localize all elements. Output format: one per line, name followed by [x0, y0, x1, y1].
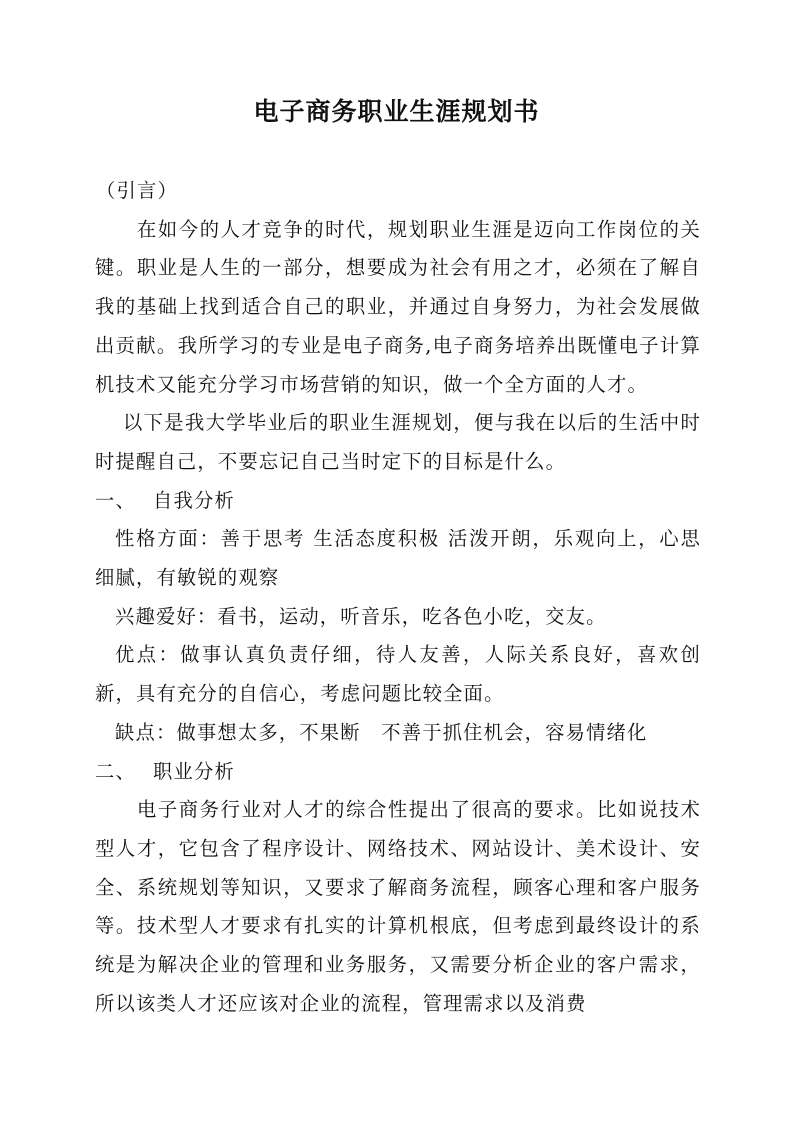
- document-title: 电子商务职业生涯规划书: [253, 97, 540, 126]
- personality-paragraph: 性格方面：善于思考 生活态度积极 活泼开朗，乐观向上，心思细腻，有敏锐的观察: [95, 527, 701, 590]
- document-body: [95, 172, 701, 1023]
- weaknesses-paragraph: 缺点：做事想太多，不果断 不善于抓住机会，容易情绪化: [115, 720, 648, 744]
- section-1-title: 自我分析: [153, 488, 235, 512]
- strengths-paragraph: 优点：做事认真负责仔细，待人友善，人际关系良好，喜欢创新，具有充分的自信心，考虑问题比较全面。: [95, 643, 701, 706]
- section-2-heading: [95, 753, 701, 792]
- section-2-number: 二、: [95, 759, 136, 783]
- career-analysis-paragraph: 电子商务行业对人才的综合性提出了很高的要求。比如说技术型人才，它包含了程序设计、网络技术、网站设计、美术设计、安全、系统规划等知识，又要求了解商务流程，顾客心理和客户服务等。技术型人才要求有扎实的计算机根底，但考虑到最终设计的系统是为解决企业的管理和业务服务，又需要分析企业的客户需求，所以该类人才还应该对企业的流程，管理需求以及消费: [95, 798, 701, 1015]
- section-2-title: 职业分析: [153, 759, 235, 783]
- intro-paragraph-1: 在如今的人才竞争的时代，规划职业生涯是迈向工作岗位的关键。职业是人生的一部分，想要成为社会有用之才，必须在了解自我的基础上找到适合自己的职业，并通过自身努力，为社会发展做出贡献。我所学习的专业是电子商务,电子商务培养出既懂电子计算机技术又能充分学习市场营销的知识，做一个全方面的人才。: [95, 217, 701, 396]
- intro-paragraph-2: 以下是我大学毕业后的职业生涯规划，便与我在以后的生活中时时提醒自己，不要忘记自己当时定下的目标是什么。: [95, 411, 701, 473]
- section-1-number: 一、: [95, 488, 136, 512]
- interests-paragraph: 兴趣爱好：看书，运动，听音乐，吃各色小吃，交友。: [115, 604, 607, 628]
- intro-label: （引言）: [96, 179, 178, 202]
- section-1-heading: [95, 482, 701, 521]
